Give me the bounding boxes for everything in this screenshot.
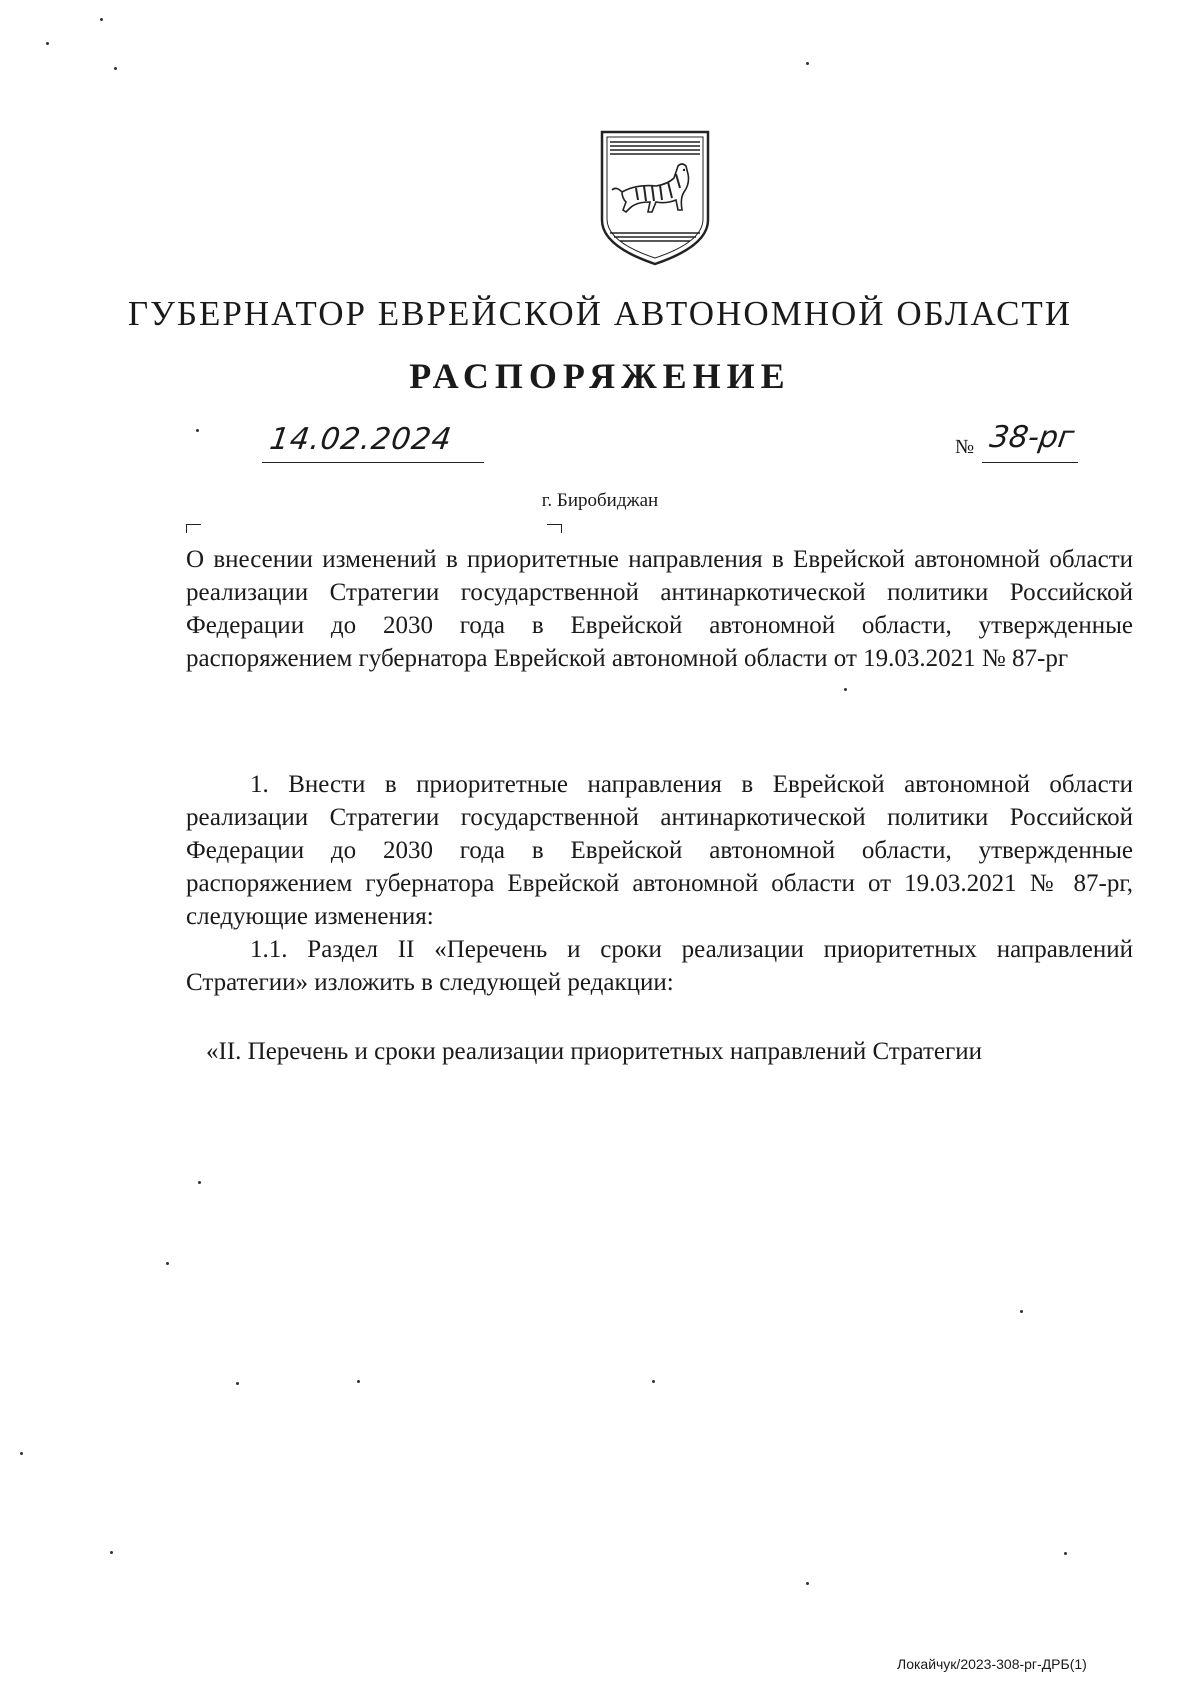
scan-speck	[46, 42, 49, 45]
scan-speck	[114, 67, 117, 70]
section-heading: «II. Перечень и сроки реализации приоритетных направлений Стратегии	[206, 1038, 983, 1065]
scan-speck	[844, 688, 847, 691]
scan-speck	[20, 1452, 23, 1455]
date-underline	[262, 462, 484, 463]
scan-speck	[198, 1181, 201, 1184]
number-label: №	[955, 436, 975, 458]
scan-speck	[1020, 1310, 1023, 1313]
scan-speck	[357, 1380, 360, 1383]
scan-speck	[110, 1551, 113, 1554]
footer-code: Локайчук/2023-308-рг-ДРБ(1)	[897, 1656, 1087, 1672]
city: г. Биробиджан	[541, 490, 659, 511]
paragraph-1-1: 1.1. Раздел II «Перечень и сроки реализации приоритетных направлений Стратегии» изложить в следующей редакции:	[186, 936, 1133, 996]
scan-speck	[166, 1262, 169, 1265]
paragraph-1: 1. Внести в приоритетные направления в Еврейской автономной области реализации Стратегии государственной антинаркотической политики Российской Федерации до 2030 года в Еврейской автономной области, утвержденные распоряжением губернатора Еврейской автономной области от 19.03.2021 № 87-рг, следующие изменения:	[186, 771, 1133, 930]
scan-speck	[806, 1582, 809, 1585]
title-corner-left	[186, 524, 201, 533]
scan-speck	[1064, 1552, 1067, 1555]
document-number: 38-рг	[987, 420, 1077, 455]
document-type: РАСПОРЯЖЕНИЕ	[409, 356, 791, 396]
scan-speck	[196, 429, 199, 432]
coat-of-arms-tiger-icon	[596, 128, 714, 268]
scan-speck	[806, 62, 809, 65]
number-underline	[982, 462, 1078, 463]
scan-speck	[652, 1380, 655, 1383]
title-corner-right	[547, 524, 562, 533]
document-date: 14.02.2024	[267, 422, 455, 457]
scan-speck	[100, 18, 103, 21]
document-title: О внесении изменений в приоритетные направления в Еврейской автономной области реализации Стратегии государственной антинаркотической политики Российской Федерации до 2030 года в Еврейской автономной области, утвержденные распоряжением губернатора Еврейской автономной области от 19.03.2021 № 87-рг	[186, 546, 1133, 672]
issuing-authority: ГУБЕРНАТОР ЕВРЕЙСКОЙ АВТОНОМНОЙ ОБЛАСТИ	[127, 294, 1073, 333]
scan-speck	[236, 1382, 239, 1385]
